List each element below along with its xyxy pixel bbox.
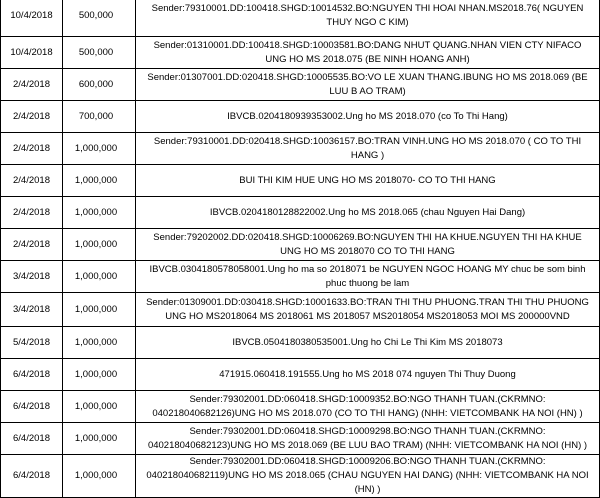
table-row <box>1 359 600 391</box>
amount-cell: 1,000,000 <box>63 327 136 359</box>
table-row <box>1 327 600 359</box>
table-row <box>1 165 600 197</box>
description-cell: Sender:79302001.DD:060418.SHGD:10009206.BO:NGO THANH TUAN.(CKRMNO: 040218040682119)UNG HO MS 2018.065 (CHAU NGUYEN HAI DANG) (NHH: VIETCOMBANK HA NOI (HN) ) <box>136 455 600 498</box>
table-row <box>1 197 600 229</box>
table-row <box>1 69 600 101</box>
description-cell: Sender:79310001.DD:100418.SHGD:10014532.BO:NGUYEN THI HOAI NHAN.MS2018.76( NGUYEN THUY NGO C KIM) <box>136 0 600 37</box>
amount-cell: 1,000,000 <box>63 391 136 423</box>
table-row <box>1 0 600 37</box>
table-row <box>1 101 600 133</box>
date-cell: 2/4/2018 <box>1 197 63 229</box>
description-cell: BUI THI KIM HUE UNG HO MS 2018070- CO TO THI HANG <box>136 165 600 197</box>
date-cell: 3/4/2018 <box>1 261 63 293</box>
table-row <box>1 37 600 69</box>
date-cell: 10/4/2018 <box>1 0 63 37</box>
table-row <box>1 229 600 261</box>
description-cell: IBVCB.0204180128822002.Ung ho MS 2018.065 (chau Nguyen Hai Dang) <box>136 197 600 229</box>
amount-cell: 1,000,000 <box>63 229 136 261</box>
table-row <box>1 133 600 165</box>
table-row <box>1 261 600 293</box>
date-cell: 6/4/2018 <box>1 423 63 455</box>
amount-cell: 1,000,000 <box>63 165 136 197</box>
table-row <box>1 293 600 327</box>
description-cell: Sender:01310001.DD:100418.SHGD:10003581.BO:DANG NHUT QUANG.NHAN VIEN CTY NIFACO UNG HO MS 2018.075 (BE NINH HOANG ANH) <box>136 37 600 69</box>
description-cell: Sender:01309001.DD:030418.SHGD:10001633.BO:TRAN THI THU PHUONG.TRAN THI THU PHUONG UNG HO MS2018064 MS 2018061 MS 2018057 MS2018054 MS2018053 MOI MS 200000VND <box>136 293 600 327</box>
amount-cell: 1,000,000 <box>63 455 136 498</box>
amount-cell: 1,000,000 <box>63 293 136 327</box>
date-cell: 2/4/2018 <box>1 133 63 165</box>
amount-cell: 700,000 <box>63 101 136 133</box>
date-cell: 2/4/2018 <box>1 165 63 197</box>
date-cell: 2/4/2018 <box>1 229 63 261</box>
description-cell: 471915.060418.191555.Ung ho MS 2018 074 nguyen Thi Thuy Duong <box>136 359 600 391</box>
amount-cell: 600,000 <box>63 69 136 101</box>
date-cell: 10/4/2018 <box>1 37 63 69</box>
date-cell: 2/4/2018 <box>1 101 63 133</box>
date-cell: 3/4/2018 <box>1 293 63 327</box>
amount-cell: 1,000,000 <box>63 423 136 455</box>
date-cell: 6/4/2018 <box>1 391 63 423</box>
date-cell: 2/4/2018 <box>1 69 63 101</box>
amount-cell: 1,000,000 <box>63 359 136 391</box>
description-cell: Sender:01307001.DD:020418.SHGD:10005535.BO:VO LE XUAN THANG.IBUNG HO MS 2018.069 (BE LUU B AO TRAM) <box>136 69 600 101</box>
description-cell: Sender:79302001.DD:060418.SHGD:10009352.BO:NGO THANH TUAN.(CKRMNO: 040218040682126)UNG HO MS 2018.070 (CO TO THI HANG) (NHH: VIETCOMBANK HA NOI (HN) ) <box>136 391 600 423</box>
description-cell: IBVCB.0204180939353002.Ung ho MS 2018.070 (co To Thi Hang) <box>136 101 600 133</box>
table-row <box>1 455 600 498</box>
date-cell: 6/4/2018 <box>1 455 63 498</box>
date-cell: 6/4/2018 <box>1 359 63 391</box>
amount-cell: 1,000,000 <box>63 197 136 229</box>
description-cell: Sender:79302001.DD:060418.SHGD:10009298.BO:NGO THANH TUAN.(CKRMNO: 040218040682123)UNG HO MS 2018.069 (BE LUU BAO TRAM) (NHH: VIETCOMBANK HA NOI (HN) ) <box>136 423 600 455</box>
table-row <box>1 391 600 423</box>
amount-cell: 500,000 <box>63 0 136 37</box>
table-row <box>1 423 600 455</box>
amount-cell: 500,000 <box>63 37 136 69</box>
description-cell: Sender:79202002.DD:020418.SHGD:10006269.BO:NGUYEN THI HA KHUE.NGUYEN THI HA KHUE UNG HO MS 2018070 CO TO THI HANG <box>136 229 600 261</box>
amount-cell: 1,000,000 <box>63 261 136 293</box>
amount-cell: 1,000,000 <box>63 133 136 165</box>
description-cell: IBVCB.0304180578058001.Ung ho ma so 2018071 be NGUYEN NGOC HOANG MY chuc be som binh phuc thuong be lam <box>136 261 600 293</box>
description-cell: Sender:79310001.DD:020418.SHGD:10036157.BO:TRAN VINH.UNG HO MS 2018.070 ( CO TO THI HANG ) <box>136 133 600 165</box>
date-cell: 5/4/2018 <box>1 327 63 359</box>
description-cell: IBVCB.0504180380535001.Ung ho Chi Le Thi Kim MS 2018073 <box>136 327 600 359</box>
